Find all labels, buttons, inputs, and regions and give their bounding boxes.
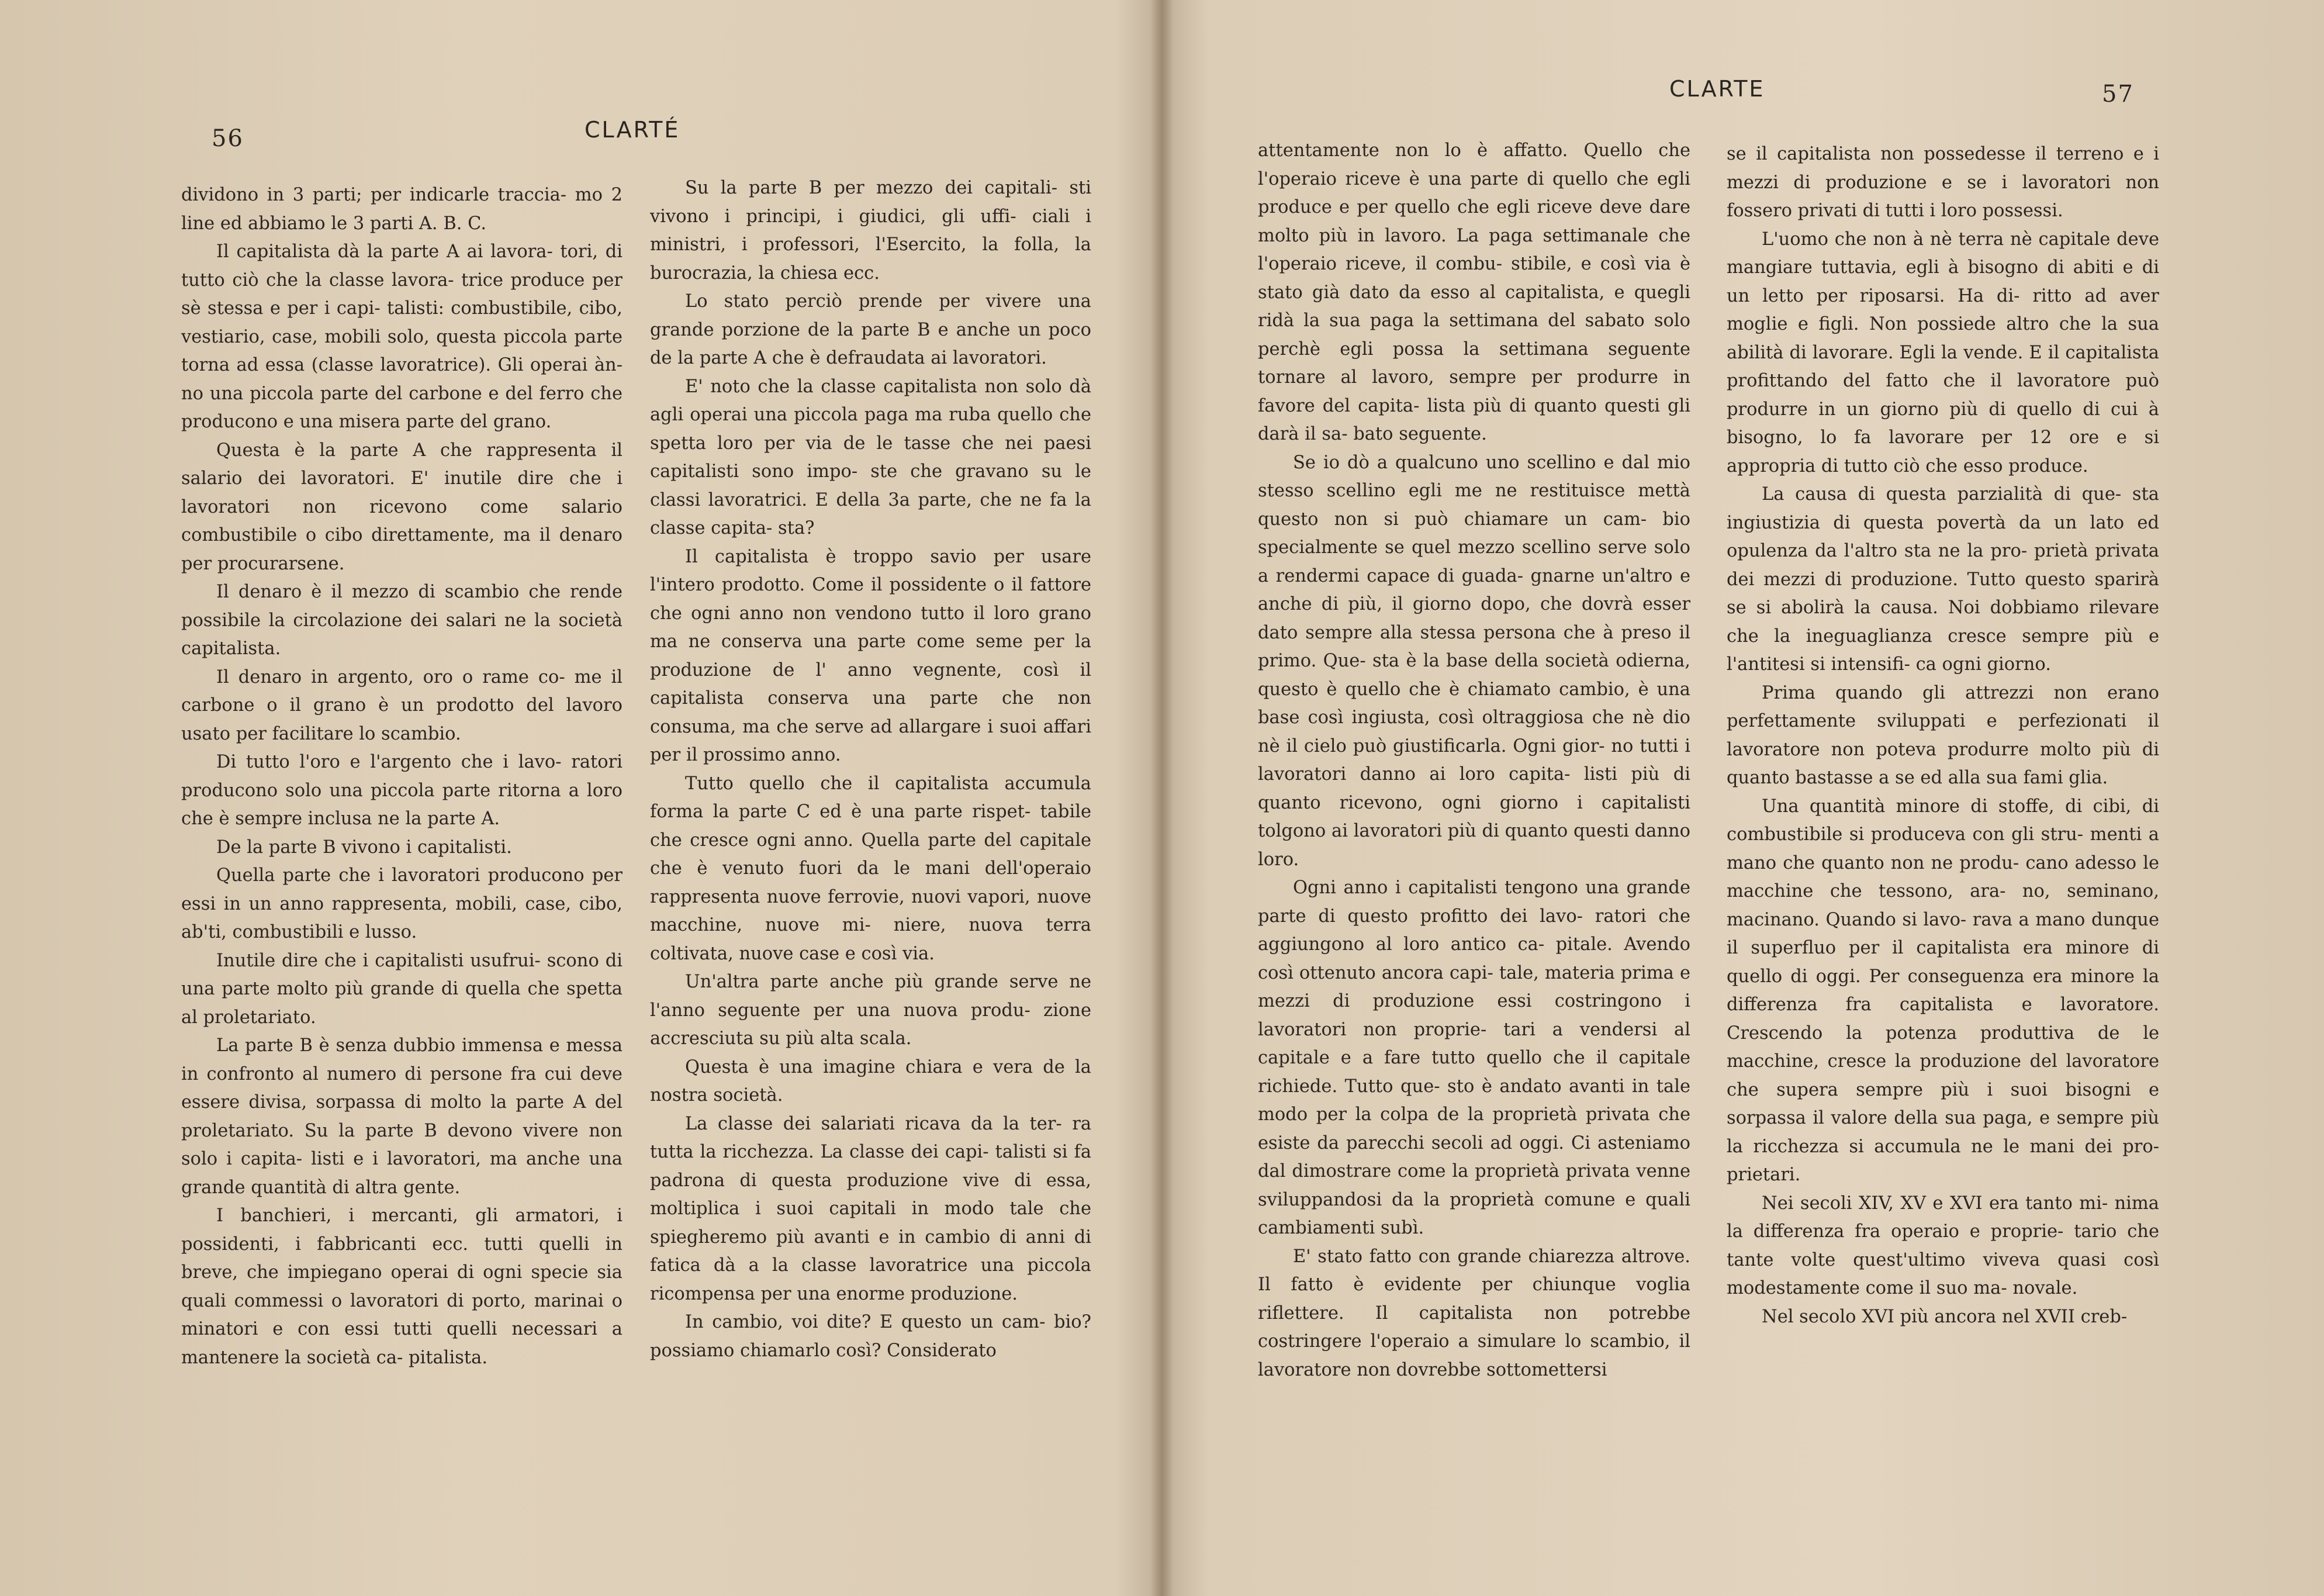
paragraph: Una quantità minore di stoffe, di cibi, di combustibile si produceva con gli stru- menti a mano che quanto non ne produ- cano adesso le macchine che tessono, ara- no, seminano, macinano. Quando si lavo- rava a mano dunque il superfluo per il capitalista era minore di quello di oggi. Per conseguenza era minore la differenza fra capitalista e lavoratore. Crescendo la potenza produttiva de le macchine, cresce la produzione del lavoratore che supera sempre più i suoi bisogni e sorpassa il valore della sua paga, e sempre più la ricchezza si accumula ne le mani dei pro- prietari. bbox=[1727, 796, 2159, 1185]
paragraph: Inutile dire che i capitalisti usufrui- scono di una parte molto più grande di quella che spetta al proletariato. bbox=[181, 950, 622, 1028]
paragraph: Quella parte che i lavoratori producono per essi in un anno rappresenta, mobili, case, cibo, ab'ti, combustibili e lusso. bbox=[181, 865, 622, 942]
left-page-column-1 bbox=[181, 181, 622, 1372]
paragraph: Il capitalista dà la parte A ai lavora- tori, di tutto ciò che la classe lavora- trice produce per sè stessa e per i capi- talisti: combustibile, cibo, vestiario, case, mobili solo, questa piccola parte torna ad essa (classe lavoratrice). Gli operai àn- no una piccola parte del carbone e del ferro che producono e una misera parte del grano. bbox=[181, 241, 622, 432]
paragraph: De la parte B vivono i capitalisti. bbox=[216, 837, 512, 858]
paragraph: Prima quando gli attrezzi non erano perfettamente sviluppati e perfezionati il lavoratore non poteva produrre molto più di quanto bastasse a se ed alla sua fami glia. bbox=[1727, 682, 2159, 788]
right-page-column-1 bbox=[1258, 137, 1690, 1384]
paragraph: L'uomo che non à nè terra nè capitale deve mangiare tuttavia, egli à bisogno di abiti e di un letto per riposarsi. Ha di- ritto ad aver moglie e figli. Non possiede altro che la sua abilità di lavorare. Egli la vende. E il capitalista profittando del fatto che il lavoratore può produrre in un giorno più di quello di cui à bisogno, lo fa lavorare per 12 ore e si appropria di tutto ciò che esso produce. bbox=[1727, 229, 2159, 476]
paragraph: Questa è una imagine chiara e vera de la nostra società. bbox=[650, 1056, 1091, 1106]
paragraph: se il capitalista non possedesse il terreno e i mezzi di produzione e se i lavoratori non fossero privati di tutti i loro possessi. bbox=[1727, 144, 2159, 221]
left-page-column-2 bbox=[650, 174, 1091, 1365]
paragraph: La classe dei salariati ricava da la ter- ra tutta la ricchezza. La classe dei capi- talisti si fa padrona di questa produzione vive di essa, moltiplica i suoi capitali in modo tale che spiegheremo più avanti e in cambio di anni di fatica dà a la classe lavoratrice una piccola ricompensa per una enorme produzione. bbox=[650, 1113, 1091, 1304]
paragraph: attentamente non lo è affatto. Quello che l'operaio riceve è una parte di quello che egli produce e per quello che egli riceve deve dare molto più in lavoro. La paga settimanale che l'operaio riceve, il combu- stibile, e così via è stato già dato da esso al capitalista, e quegli ridà la sua paga la settimana del sabato solo perchè egli possa la settimana seguente tornare al lavoro, sempre per produrre in favore del capita- lista più di quanto questi gli darà il sa- bato seguente. bbox=[1258, 140, 1690, 444]
paragraph: Lo stato perciò prende per vivere una grande porzione de la parte B e anche un poco de la parte A che è defraudata ai lavoratori. bbox=[650, 291, 1091, 368]
running-title-right: CLARTE bbox=[1669, 76, 1765, 102]
paragraph: Tutto quello che il capitalista accumula forma la parte C ed è una parte rispet- tabile che cresce ogni anno. Quella parte del capitale che è venuto fuori da le mani dell'operaio rappresenta nuove ferrovie, nuovi vapori, nuove macchine, nuove mi- niere, nuova terra coltivata, nuove case e così via. bbox=[650, 773, 1091, 964]
paragraph: dividono in 3 parti; per indicarle traccia- mo 2 line ed abbiamo le 3 parti A. B. C. bbox=[181, 185, 622, 234]
page-number-left: 56 bbox=[212, 125, 244, 152]
paragraph: La parte B è senza dubbio immensa e messa in confronto al numero di persone fra cui deve essere divisa, sorpassa di molto la parte A del proletariato. Su la parte B devono vivere non solo i capita- listi e i lavoratori, ma anche una grande quantità di altra gente. bbox=[181, 1035, 622, 1198]
paragraph: In cambio, voi dite? E questo un cam- bio? possiamo chiamarlo così? Considerato bbox=[650, 1312, 1091, 1361]
page-number-right: 57 bbox=[2102, 81, 2134, 108]
paragraph: Se io dò a qualcuno uno scellino e dal mio stesso scellino egli me ne restituisce mettà questo non si può chiamare un cam- bio specialmente se quel mezzo scellino serve solo a rendermi capace di guada- gnarne un'altro e anche di più, il giorno dopo, che dovrà esser dato sempre alla stessa persona che à preso il primo. Que- sta è la base della società odierna, questo è quello che è chiamato cambio, è una base così ingiusta, così oltraggiosa che nè dio nè il cielo può giustificarla. Ogni gior- no tutti i lavoratori danno ai loro capita- listi più di quanto ricevono, ogni giorno i capitalisti tolgono ai lavoratori più di quanto questi danno loro. bbox=[1258, 452, 1690, 870]
paragraph: Nei secoli XIV, XV e XVI era tanto mi- nima la differenza fra operaio e proprie- tario che tante volte quest'ultimo viveva quasi così modestamente come il suo ma- novale. bbox=[1727, 1193, 2159, 1298]
paragraph: I banchieri, i mercanti, gli armatori, i possidenti, i fabbricanti ecc. tutti quelli in breve, che impiegano operai di ogni specie sia quali commessi o lavoratori di porto, marinai o minatori e con essi tutti quelli necessari a mantenere la società ca- pitalista. bbox=[181, 1205, 622, 1368]
paragraph: E' stato fatto con grande chiarezza altrove. Il fatto è evidente per chiunque voglia riflettere. Il capitalista non potrebbe costringere l'operaio a simulare lo scambio, il lavoratore non dovrebbe sottomettersi bbox=[1258, 1246, 1690, 1380]
paragraph: Questa è la parte A che rappresenta il salario dei lavoratori. E' inutile dire che i lavoratori non ricevono come salario combustibile o cibo direttamente, ma il denaro per procurarsene. bbox=[181, 440, 622, 574]
paragraph: Ogni anno i capitalisti tengono una grande parte di questo profitto dei lavo- ratori che aggiungono al loro antico ca- pitale. Avendo così ottenuto ancora capi- tale, materia prima e mezzi di produzione essi costringono i lavoratori non proprie- tari a vendersi al capitale e a fare tutto quello che il capitale richiede. Tutto que- sto è andato avanti in tale modo per la colpa de la proprietà privata che esiste da parecchi secoli ad oggi. Ci asteniamo dal dimostrare come la proprietà privata venne sviluppandosi da la proprietà comune e quali cambiamenti subì. bbox=[1258, 878, 1690, 1238]
paragraph: Il denaro è il mezzo di scambio che rende possibile la circolazione dei salari ne la società capitalista. bbox=[181, 582, 622, 659]
paragraph: E' noto che la classe capitalista non solo dà agli operai una piccola paga ma ruba quello che spetta loro per via de le tasse che nei paesi capitalisti sono impo- ste che gravano su le classi lavoratrici. E della 3a parte, che ne fa la classe capita- sta? bbox=[650, 376, 1091, 538]
paragraph: Su la parte B per mezzo dei capitali- sti vivono i principi, i giudici, gli uffi- ciali i ministri, i professori, l'Esercito, la folla, la burocrazia, la chiesa ecc. bbox=[650, 178, 1091, 284]
running-title-left: CLARTÉ bbox=[585, 117, 680, 143]
right-page-column-2 bbox=[1727, 140, 2159, 1331]
paragraph: Il capitalista è troppo savio per usare l'intero prodotto. Come il possidente o il fattore che ogni anno non vendono tutto il loro grano ma ne conserva una parte come seme per la produzione de l' anno vegnente, così il capitalista conserva una parte che non consuma, ma che serve ad allargare i suoi affari per il prossimo anno. bbox=[650, 546, 1091, 765]
paragraph: Nel secolo XVI più ancora nel XVII creb- bbox=[1762, 1306, 2128, 1327]
paragraph: Di tutto l'oro e l'argento che i lavo- ratori producono solo una piccola parte ritorna a loro che è sempre inclusa ne la parte A. bbox=[181, 752, 622, 829]
paragraph: Il denaro in argento, oro o rame co- me il carbone o il grano è un prodotto del lavoro usato per facilitare lo scambio. bbox=[181, 666, 622, 744]
paragraph: La causa di questa parzialità di que- sta ingiustizia di questa povertà da un lato ed opulenza da l'altro sta ne la pro- prietà privata dei mezzi di produzione. Tutto questo sparirà se si abolirà la causa. Noi dobbiamo rilevare che la ineguaglianza cresce sempre più e l'antitesi si intensifi- ca ogni giorno. bbox=[1727, 484, 2159, 675]
right-page bbox=[1162, 0, 2324, 1596]
paragraph: Un'altra parte anche più grande serve ne l'anno seguente per una nuova produ- zione accresciuta su più alta scala. bbox=[650, 972, 1091, 1049]
